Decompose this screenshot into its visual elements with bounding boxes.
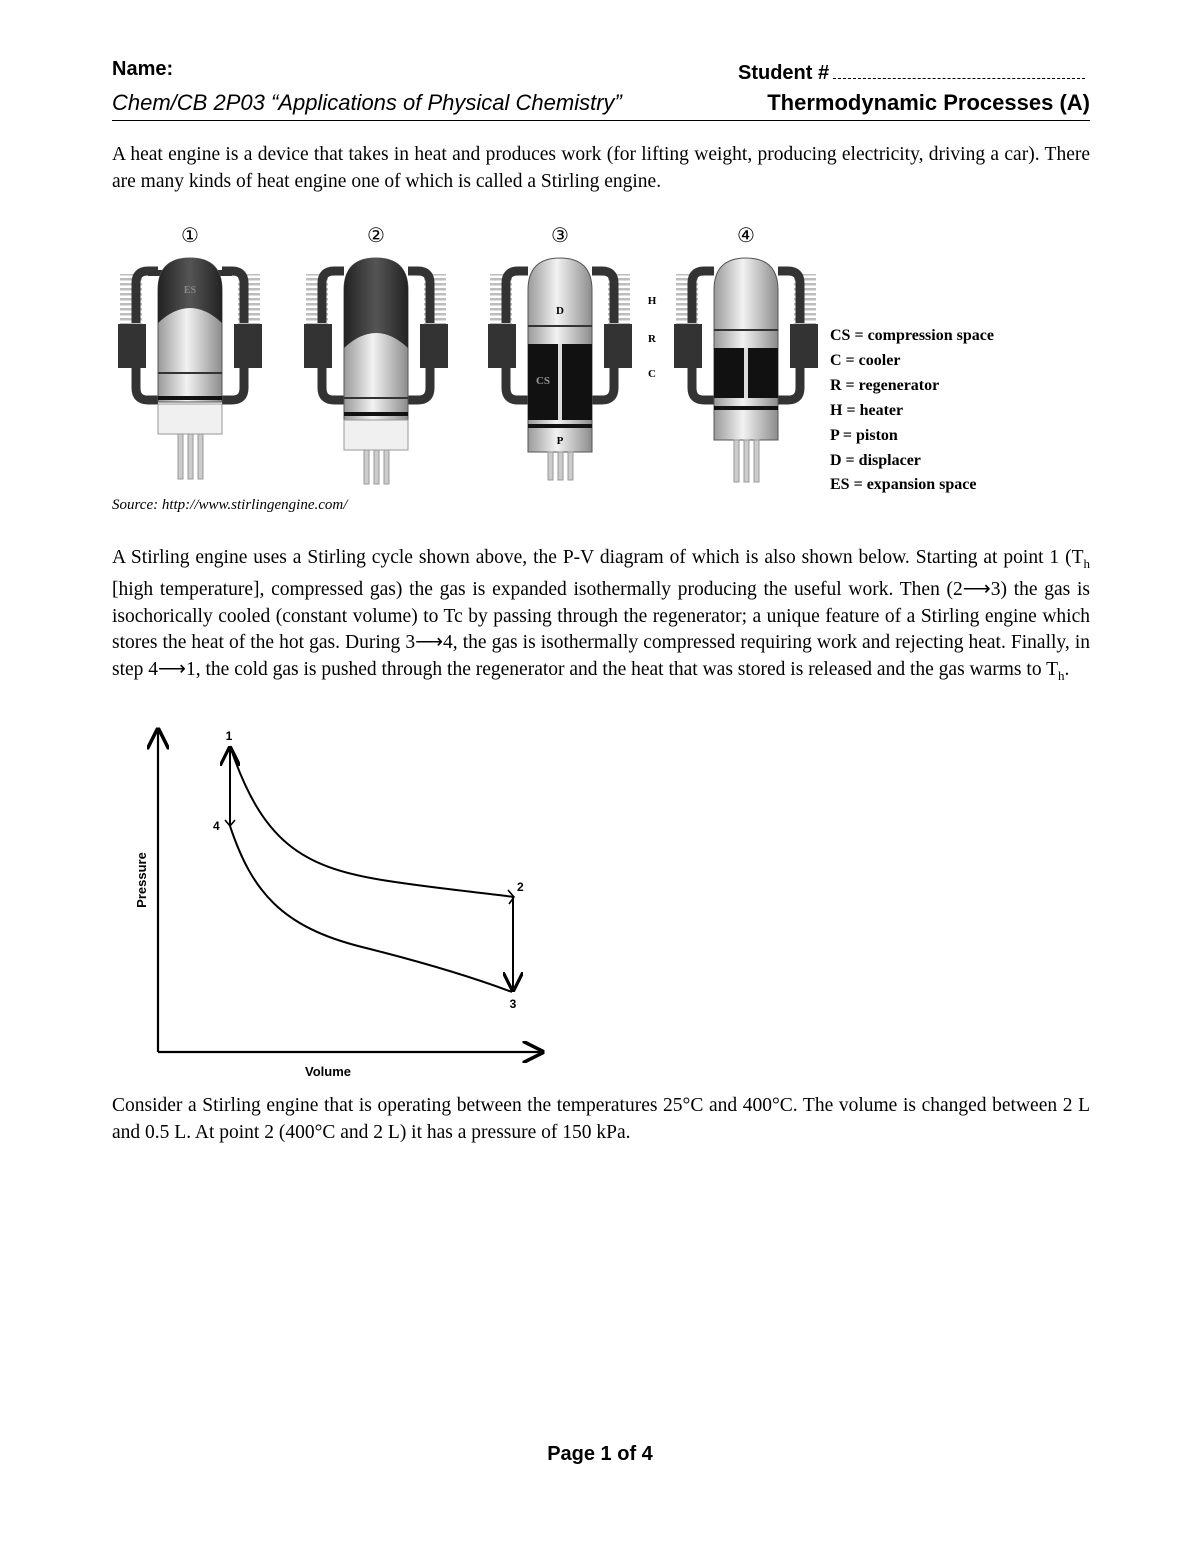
x-axis-label: Volume: [305, 1064, 351, 1079]
legend-p: P = piston: [830, 427, 898, 444]
isotherm-cold-curve: [230, 826, 512, 992]
engine-stage-3: [488, 225, 657, 480]
legend-d: D = displacer: [830, 452, 921, 469]
engine-legend: [830, 327, 994, 493]
cycle-text-c: .: [1064, 658, 1070, 680]
legend-r: R = regenerator: [830, 377, 940, 394]
point-label-4: 4: [213, 819, 220, 833]
legend-h: H = heater: [830, 402, 904, 419]
student-number-line: [833, 58, 1085, 79]
student-number-label: Student #: [738, 62, 830, 84]
point-label-2: 2: [517, 880, 524, 894]
legend-cs: CS = compression space: [830, 327, 994, 344]
legend-c: C = cooler: [830, 352, 901, 369]
step-label-2: ②: [367, 225, 385, 247]
intro-paragraph: A heat engine is a device that takes in heat and produces work (for lifting weight, producing electricity, driving a car). There are many kinds of heat engine one of which is called a Stirling engine.: [112, 144, 1090, 192]
step-label-3: ③: [551, 225, 569, 247]
point-label-3: 3: [509, 997, 517, 1011]
y-axis-label: Pressure: [134, 852, 149, 908]
part-label-cs: CS: [535, 375, 551, 387]
engine-stage-1: [118, 225, 262, 479]
stirling-engine-figure: [112, 218, 1012, 498]
student-number-field: [738, 58, 1085, 85]
engine-stage-2: [304, 225, 448, 484]
part-label-h: H: [647, 295, 657, 307]
pv-diagram: [112, 722, 552, 1084]
part-label-r: R: [648, 333, 656, 345]
figure-source: Source: http://www.stirlingengine.com/: [112, 497, 348, 513]
cycle-paragraph: [112, 545, 1090, 689]
subscript-h-2: h: [1058, 667, 1065, 683]
point-label-1: 1: [225, 729, 233, 743]
name-label: Name:: [112, 58, 174, 80]
isotherm-hot-curve: [230, 746, 514, 897]
part-label-es: ES: [183, 285, 197, 296]
header-row-1: [112, 58, 1090, 86]
part-label-p: P: [556, 435, 564, 447]
cycle-text-a: A Stirling engine uses a Stirling cycle shown above, the P-V diagram of which is also shown below. Starting at point 1 (T: [112, 547, 1084, 568]
step-label-1: ①: [181, 225, 199, 247]
problem-paragraph: Consider a Stirling engine that is operating between the temperatures 25°C and 400°C. The volume is changed between 2 L and 0.5 L. At point 2 (400°C and 2 L) it has a pressure of 150 kPa.: [112, 1095, 1090, 1143]
page-number: Page 1 of 4: [547, 1443, 653, 1465]
part-label-c: C: [648, 368, 656, 380]
legend-es: ES = expansion space: [830, 476, 977, 493]
header-row-2: [112, 88, 1090, 121]
step-label-4: ④: [737, 225, 755, 247]
engine-stage-4: [674, 225, 818, 482]
cycle-text-b: [high temperature], compressed gas) the gas is expanded isothermally producing the useful work. Then (2⟶3) the gas is isochorically cooled (constant volume) to Tc by passing through the regenerator; a unique feature of a Stirling engine which stores the heat of the hot gas. During 3⟶4, the gas is isothermally compressed requiring work and rejecting heat. Finally, in step 4⟶1, the cold gas is pushed through the regenerator and the heat that was stored is released and the gas warms to T: [112, 579, 1090, 680]
subscript-h-1: h: [1083, 555, 1090, 571]
worksheet-topic: Thermodynamic Processes (A): [767, 90, 1090, 115]
course-title: Chem/CB 2P03 “Applications of Physical Chemistry”: [112, 90, 622, 115]
part-label-d: D: [556, 305, 564, 317]
